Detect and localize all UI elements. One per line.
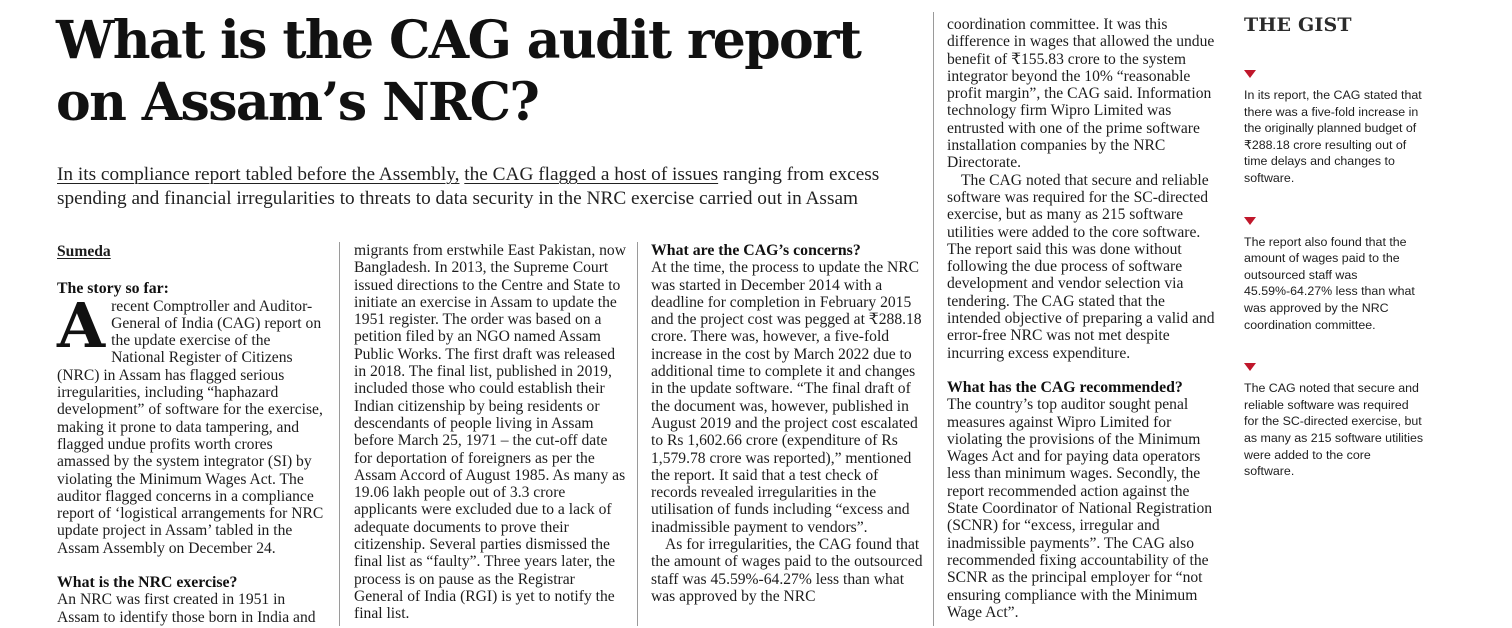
column-rule-1	[339, 242, 340, 626]
paragraph-wages: coordination committee. It was this difference in wages that allowed the undue benefit of ₹155.83 crore to the system integrator beyond the 10% “reasonable profit margin”, the CAG said. Information technology firm Wipro Limited was entrusted with one of the prime software installation companies by the NRC Directorate.	[947, 16, 1215, 172]
heading-nrc-exercise: What is the NRC exercise?	[57, 574, 238, 592]
standfirst-underlined-2: the CAG flagged a host of issues	[464, 164, 719, 185]
paragraph-intro-text: recent Comptroller and Auditor-General of India (CAG) report on the update exercise of the National Register of Citizens (NRC) in Assam has flagged serious irregularities, including “haphazard development” of software for the exercise, making it prone to data tampering, and flagged undue profits worth crores amassed by the system integrator (SI) by violating the Minimum Wages Act. The auditor flagged concerns in a compliance report of ‘logistical arrangements for NRC update project in Assam’ tabled in the Assam Assembly on December 24.	[57, 297, 324, 557]
gist-item-1: In its report, the CAG stated that there was a five-fold increase in the originally planned budget of ₹288.18 crore resulting out of time delays and changes to software.	[1244, 88, 1422, 185]
standfirst	[57, 163, 927, 211]
article-column-4	[947, 16, 1221, 621]
paragraph-irregularities: As for irregularities, the CAG found that the amount of wages paid to the outsourced staff was 45.59%-64.27% less than what was approved by the NRC	[651, 536, 923, 605]
paragraph-recommendations: The country’s top auditor sought penal measures against Wipro Limited for violating the provisions of the Minimum Wages Act and for paying data operators less than minimum wages. Secondly, the report recommended action against the State Coordinator of National Registration (SCNR) for “excess, irregular and inadmissible payments”. The CAG also recommended fixing accountability of the SCNR as the principal employer for “not ensuring compliance with the Minimum Wage Act”.	[947, 396, 1213, 621]
byline[interactable]: Sumeda	[57, 243, 111, 260]
heading-cag-concerns: What are the CAG’s concerns?	[651, 242, 861, 259]
heading-cag-recommended: What has the CAG recommended?	[947, 378, 1183, 396]
paragraph-nrc-history: migrants from erstwhile East Pakistan, now Bangladesh. In 2013, the Supreme Court issued directions to the Centre and State to initiate an exercise in Assam to update the 1951 register. The order was based on a petition filed by an NGO named Assam Public Works. The first draft was released in 2018. The final list, published in 2019, included those who could establish their Indian citizenship by being residents or descendants of people living in Assam before March 25, 1971 – the cut-off date for deportation of foreigners as per the Assam Accord of August 1985. As many as 19.06 lakh people out of 3.3 crore applicants were excluded due to a lack of adequate documents to prove their citizenship. Several parties dismissed the final list as “faulty”. Three years later, the process is on pause as the Registrar General of India (RGI) is yet to notify the final list.	[354, 242, 626, 623]
article-column-2	[354, 242, 626, 623]
article-column-1	[57, 240, 327, 626]
article-column-3	[651, 242, 925, 605]
triangle-down-icon	[1244, 70, 1256, 78]
standfirst-underlined-1: In its compliance report tabled before the Assembly,	[57, 164, 460, 185]
standfirst-rest: ranging from excess spending and financial irregularities to threats to data security in the NRC exercise carried out in Assam	[57, 164, 880, 209]
column-rule-3	[933, 12, 934, 626]
paragraph-software: The CAG noted that secure and reliable software was required for the SC-directed exercise, but as many as 215 software utilities were added to the core software. The report said this was done without following the due process of software development and vendor selection via tendering. The CAG stated that the intended objective of preparing a valid and error-free NRC was not met despite incurring excess expenditure.	[947, 171, 1215, 362]
gist-title: THE GIST	[1244, 14, 1352, 36]
drop-cap: A	[57, 288, 106, 362]
paragraph-nrc-exercise: An NRC was first created in 1951 in Assam to identify those born in India and	[57, 591, 316, 626]
column-rule-2	[637, 242, 638, 626]
paragraph-cost-escalation: At the time, the process to update the NRC was started in December 2014 with a deadline for completion in February 2015 and the project cost was pegged at ₹288.18 crore. There was, however, a five-fold increase in the cost by March 2022 due to additional time to complete it and changes in the update software. “The final draft of the document was, however, published in August 2019 and the project cost escalated to Rs 1,602.66 crore (expenditure of Rs 1,579.78 crore was reported),” mentioned the report. It said that a test check of records revealed irregularities in the utilisation of funds including “excess and inadmissible payment to vendors”.	[651, 259, 922, 536]
triangle-down-icon	[1244, 363, 1256, 371]
heading-story-so-far: The story so far:	[57, 280, 169, 298]
gist-item-2: The report also found that the amount of wages paid to the outsourced staff was 45.59%-64.27% less than what was approved by the NRC coordination committee.	[1244, 234, 1415, 332]
triangle-down-icon	[1244, 217, 1256, 225]
the-gist-sidebar	[1244, 14, 1424, 480]
headline: What is the CAG audit report on Assam’s NRC?	[56, 10, 861, 133]
gist-item-3: The CAG noted that secure and reliable software was required for the SC-directed exercise, but as many as 215 software utilities were added to the core software.	[1244, 381, 1424, 479]
